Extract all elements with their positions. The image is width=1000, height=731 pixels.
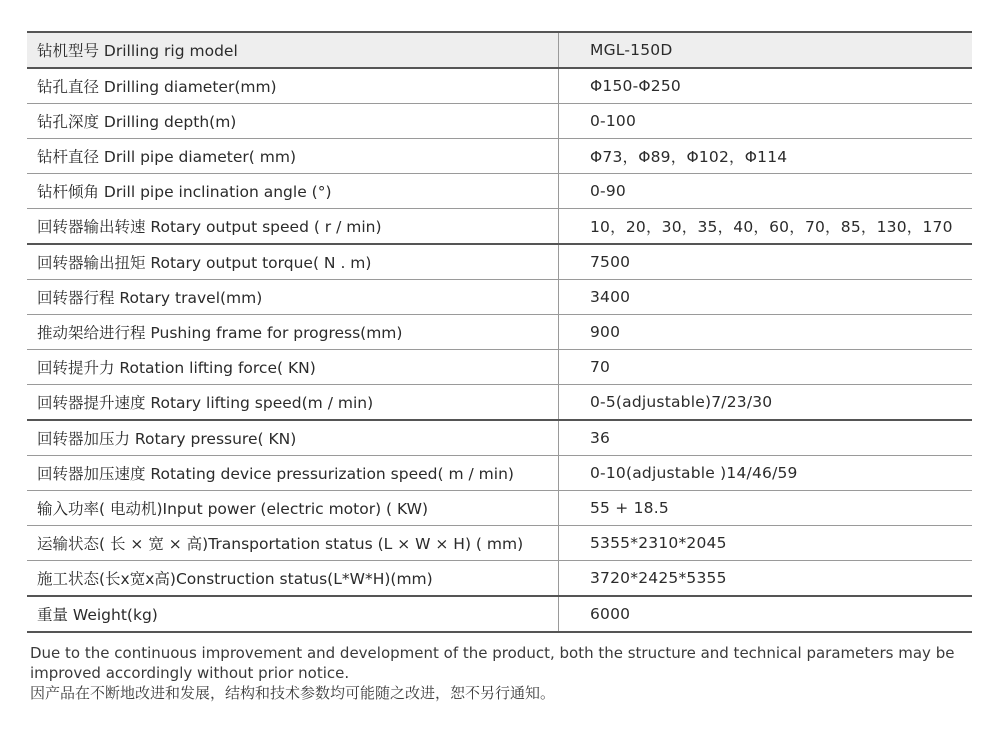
param-cell: 钻杆直径 Drill pipe diameter( mm) [27,139,559,174]
value-cell: 0-10(adjustable )14/46/59 [559,456,973,491]
value-cell: 3400 [559,280,973,315]
table-row [27,315,972,350]
value-cell: 6000 [559,596,973,632]
param-cell: 施工状态(长x宽x高)Construction status(L*W*H)(mm) [27,561,559,597]
param-cell: 回转器加压速度 Rotating device pressurization speed( m / min) [27,456,559,491]
footnote [30,643,975,703]
value-cell: 0-90 [559,174,973,209]
value-cell: 10，20，30，35，40，60，70，85，130，170 [559,209,973,245]
table-row [27,280,972,315]
table-row [27,350,972,385]
spec-table [27,31,972,633]
value-cell: 36 [559,420,973,456]
table-row [27,209,972,245]
table-row [27,385,972,421]
table-row [27,456,972,491]
param-cell: 回转器提升速度 Rotary lifting speed(m / min) [27,385,559,421]
table-row [27,526,972,561]
value-cell: 5355*2310*2045 [559,526,973,561]
param-cell: 运输状态( 长 × 宽 × 高)Transportation status (L × W × H) ( mm) [27,526,559,561]
param-cell: 钻孔直径 Drilling diameter(mm) [27,68,559,104]
value-cell: 3720*2425*5355 [559,561,973,597]
table-row [27,244,972,280]
table-row [27,174,972,209]
footnote-chinese: 因产品在不断地改进和发展，结构和技术参数均可能随之改进，恕不另行通知。 [30,684,556,702]
table-row [27,561,972,597]
value-cell: 900 [559,315,973,350]
param-cell: 重量 Weight(kg) [27,596,559,632]
table-row [27,139,972,174]
param-cell: 回转器行程 Rotary travel(mm) [27,280,559,315]
param-cell: 钻孔深度 Drilling depth(m) [27,104,559,139]
param-cell: 钻杆倾角 Drill pipe inclination angle (°) [27,174,559,209]
table-row [27,32,972,68]
table-row [27,68,972,104]
param-cell: 输入功率( 电动机)Input power (electric motor) ( KW) [27,491,559,526]
value-cell: 70 [559,350,973,385]
param-cell: 推动架给进行程 Pushing frame for progress(mm) [27,315,559,350]
param-cell: 回转器输出转速 Rotary output speed ( r / min) [27,209,559,245]
table-row [27,491,972,526]
value-cell: Φ150-Φ250 [559,68,973,104]
value-cell: MGL-150D [559,32,973,68]
param-cell: 回转提升力 Rotation lifting force( KN) [27,350,559,385]
param-cell: 钻机型号 Drilling rig model [27,32,559,68]
value-cell: 55 + 18.5 [559,491,973,526]
table-row [27,596,972,632]
value-cell: 0-5(adjustable)7/23/30 [559,385,973,421]
param-cell: 回转器加压力 Rotary pressure( KN) [27,420,559,456]
param-cell: 回转器输出扭矩 Rotary output torque( N . m) [27,244,559,280]
table-row [27,104,972,139]
footnote-english: Due to the continuous improvement and development of the product, both the structure and technical parameters may be improved accordingly without prior notice. [30,644,955,682]
value-cell: 7500 [559,244,973,280]
value-cell: Φ73，Φ89，Φ102，Φ114 [559,139,973,174]
table-row [27,420,972,456]
value-cell: 0-100 [559,104,973,139]
